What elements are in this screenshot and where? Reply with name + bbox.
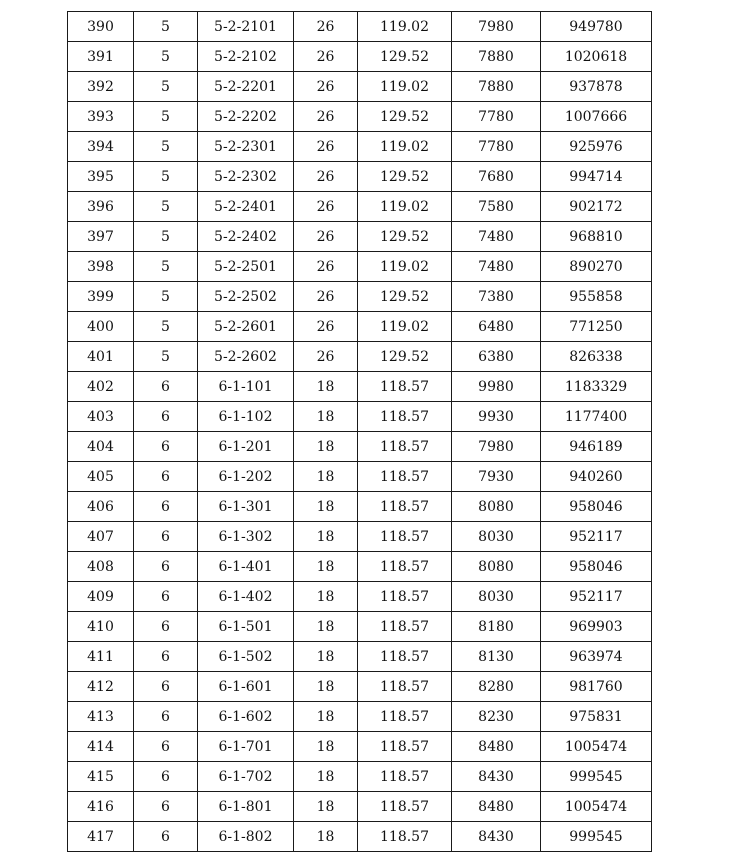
unit-code-cell: 6-1-402 xyxy=(198,582,294,612)
document-page xyxy=(67,11,651,852)
building-number-cell: 5 xyxy=(134,252,198,282)
unit-code-cell: 6-1-702 xyxy=(198,762,294,792)
building-number-cell: 5 xyxy=(134,192,198,222)
row-number-cell: 397 xyxy=(68,222,134,252)
table-row xyxy=(68,72,652,102)
total-price-cell: 958046 xyxy=(541,552,652,582)
total-floors-cell: 18 xyxy=(294,522,358,552)
building-number-cell: 5 xyxy=(134,102,198,132)
total-price-cell: 981760 xyxy=(541,672,652,702)
area-cell: 129.52 xyxy=(358,282,452,312)
building-number-cell: 5 xyxy=(134,12,198,42)
building-number-cell: 5 xyxy=(134,282,198,312)
total-price-cell: 1007666 xyxy=(541,102,652,132)
area-cell: 118.57 xyxy=(358,762,452,792)
unit-price-cell: 8480 xyxy=(452,732,541,762)
area-cell: 118.57 xyxy=(358,462,452,492)
unit-code-cell: 6-1-201 xyxy=(198,432,294,462)
total-floors-cell: 18 xyxy=(294,642,358,672)
row-number-cell: 411 xyxy=(68,642,134,672)
total-price-cell: 940260 xyxy=(541,462,652,492)
total-floors-cell: 26 xyxy=(294,12,358,42)
unit-price-cell: 7930 xyxy=(452,462,541,492)
row-number-cell: 394 xyxy=(68,132,134,162)
unit-code-cell: 5-2-2502 xyxy=(198,282,294,312)
building-number-cell: 6 xyxy=(134,552,198,582)
total-price-cell: 902172 xyxy=(541,192,652,222)
table-row xyxy=(68,822,652,852)
row-number-cell: 413 xyxy=(68,702,134,732)
area-cell: 129.52 xyxy=(358,222,452,252)
unit-price-cell: 8230 xyxy=(452,702,541,732)
unit-price-cell: 8480 xyxy=(452,792,541,822)
unit-code-cell: 6-1-601 xyxy=(198,672,294,702)
table-row xyxy=(68,222,652,252)
building-number-cell: 6 xyxy=(134,462,198,492)
unit-code-cell: 6-1-802 xyxy=(198,822,294,852)
building-number-cell: 6 xyxy=(134,582,198,612)
row-number-cell: 407 xyxy=(68,522,134,552)
row-number-cell: 409 xyxy=(68,582,134,612)
table-row xyxy=(68,372,652,402)
unit-code-cell: 5-2-2601 xyxy=(198,312,294,342)
table-row xyxy=(68,492,652,522)
unit-price-cell: 8280 xyxy=(452,672,541,702)
row-number-cell: 406 xyxy=(68,492,134,522)
total-floors-cell: 18 xyxy=(294,612,358,642)
building-number-cell: 5 xyxy=(134,42,198,72)
row-number-cell: 415 xyxy=(68,762,134,792)
total-price-cell: 1020618 xyxy=(541,42,652,72)
unit-code-cell: 6-1-502 xyxy=(198,642,294,672)
total-floors-cell: 18 xyxy=(294,702,358,732)
unit-price-cell: 7480 xyxy=(452,252,541,282)
table-row xyxy=(68,102,652,132)
total-floors-cell: 26 xyxy=(294,72,358,102)
unit-price-cell: 7980 xyxy=(452,432,541,462)
building-number-cell: 5 xyxy=(134,312,198,342)
unit-price-cell: 7980 xyxy=(452,12,541,42)
unit-code-cell: 5-2-2302 xyxy=(198,162,294,192)
total-price-cell: 968810 xyxy=(541,222,652,252)
row-number-cell: 392 xyxy=(68,72,134,102)
total-price-cell: 958046 xyxy=(541,492,652,522)
table-row xyxy=(68,162,652,192)
unit-code-cell: 6-1-301 xyxy=(198,492,294,522)
total-floors-cell: 18 xyxy=(294,552,358,582)
row-number-cell: 400 xyxy=(68,312,134,342)
building-number-cell: 5 xyxy=(134,132,198,162)
building-number-cell: 6 xyxy=(134,702,198,732)
table-row xyxy=(68,282,652,312)
table-row xyxy=(68,762,652,792)
total-floors-cell: 18 xyxy=(294,672,358,702)
unit-price-cell: 8130 xyxy=(452,642,541,672)
total-price-cell: 890270 xyxy=(541,252,652,282)
total-floors-cell: 18 xyxy=(294,822,358,852)
area-cell: 118.57 xyxy=(358,732,452,762)
building-number-cell: 6 xyxy=(134,372,198,402)
total-floors-cell: 26 xyxy=(294,252,358,282)
table-row xyxy=(68,612,652,642)
row-number-cell: 408 xyxy=(68,552,134,582)
table-row xyxy=(68,402,652,432)
row-number-cell: 396 xyxy=(68,192,134,222)
area-cell: 118.57 xyxy=(358,672,452,702)
unit-code-cell: 5-2-2402 xyxy=(198,222,294,252)
unit-price-cell: 7780 xyxy=(452,102,541,132)
total-floors-cell: 18 xyxy=(294,792,358,822)
unit-code-cell: 6-1-801 xyxy=(198,792,294,822)
total-price-cell: 952117 xyxy=(541,582,652,612)
unit-code-cell: 5-2-2501 xyxy=(198,252,294,282)
unit-code-cell: 6-1-302 xyxy=(198,522,294,552)
total-price-cell: 925976 xyxy=(541,132,652,162)
unit-code-cell: 5-2-2301 xyxy=(198,132,294,162)
total-price-cell: 1005474 xyxy=(541,792,652,822)
total-floors-cell: 26 xyxy=(294,162,358,192)
building-number-cell: 6 xyxy=(134,792,198,822)
unit-code-cell: 6-1-202 xyxy=(198,462,294,492)
total-price-cell: 946189 xyxy=(541,432,652,462)
total-floors-cell: 18 xyxy=(294,402,358,432)
row-number-cell: 417 xyxy=(68,822,134,852)
unit-price-cell: 7380 xyxy=(452,282,541,312)
building-number-cell: 6 xyxy=(134,762,198,792)
row-number-cell: 395 xyxy=(68,162,134,192)
area-cell: 119.02 xyxy=(358,132,452,162)
total-price-cell: 937878 xyxy=(541,72,652,102)
row-number-cell: 401 xyxy=(68,342,134,372)
building-number-cell: 6 xyxy=(134,402,198,432)
total-price-cell: 826338 xyxy=(541,342,652,372)
area-cell: 118.57 xyxy=(358,492,452,522)
unit-code-cell: 5-2-2101 xyxy=(198,12,294,42)
total-floors-cell: 18 xyxy=(294,432,358,462)
table-body xyxy=(68,12,652,852)
building-number-cell: 6 xyxy=(134,612,198,642)
building-number-cell: 5 xyxy=(134,342,198,372)
table-row xyxy=(68,522,652,552)
total-floors-cell: 18 xyxy=(294,582,358,612)
table-row xyxy=(68,312,652,342)
total-price-cell: 1177400 xyxy=(541,402,652,432)
unit-price-cell: 8080 xyxy=(452,492,541,522)
area-cell: 119.02 xyxy=(358,252,452,282)
total-price-cell: 963974 xyxy=(541,642,652,672)
total-price-cell: 969903 xyxy=(541,612,652,642)
area-cell: 118.57 xyxy=(358,402,452,432)
total-floors-cell: 26 xyxy=(294,102,358,132)
unit-code-cell: 5-2-2102 xyxy=(198,42,294,72)
row-number-cell: 404 xyxy=(68,432,134,462)
table-row xyxy=(68,732,652,762)
area-cell: 118.57 xyxy=(358,522,452,552)
area-cell: 119.02 xyxy=(358,192,452,222)
unit-price-cell: 8080 xyxy=(452,552,541,582)
total-price-cell: 975831 xyxy=(541,702,652,732)
row-number-cell: 412 xyxy=(68,672,134,702)
area-cell: 119.02 xyxy=(358,72,452,102)
building-number-cell: 6 xyxy=(134,732,198,762)
building-number-cell: 6 xyxy=(134,492,198,522)
unit-code-cell: 6-1-701 xyxy=(198,732,294,762)
row-number-cell: 414 xyxy=(68,732,134,762)
table-row xyxy=(68,582,652,612)
total-price-cell: 949780 xyxy=(541,12,652,42)
unit-price-cell: 8180 xyxy=(452,612,541,642)
table-row xyxy=(68,672,652,702)
unit-price-cell: 7880 xyxy=(452,42,541,72)
table-row xyxy=(68,642,652,672)
area-cell: 129.52 xyxy=(358,102,452,132)
unit-price-cell: 9980 xyxy=(452,372,541,402)
unit-price-cell: 8430 xyxy=(452,822,541,852)
unit-price-cell: 8030 xyxy=(452,522,541,552)
unit-code-cell: 5-2-2201 xyxy=(198,72,294,102)
unit-price-cell: 6380 xyxy=(452,342,541,372)
row-number-cell: 402 xyxy=(68,372,134,402)
unit-code-cell: 6-1-101 xyxy=(198,372,294,402)
area-cell: 129.52 xyxy=(358,42,452,72)
row-number-cell: 398 xyxy=(68,252,134,282)
total-floors-cell: 26 xyxy=(294,312,358,342)
total-floors-cell: 26 xyxy=(294,42,358,72)
row-number-cell: 403 xyxy=(68,402,134,432)
table-row xyxy=(68,42,652,72)
unit-code-cell: 5-2-2202 xyxy=(198,102,294,132)
table-row xyxy=(68,702,652,732)
total-price-cell: 955858 xyxy=(541,282,652,312)
area-cell: 118.57 xyxy=(358,552,452,582)
total-floors-cell: 26 xyxy=(294,342,358,372)
area-cell: 118.57 xyxy=(358,702,452,732)
table-row xyxy=(68,192,652,222)
unit-price-cell: 7680 xyxy=(452,162,541,192)
building-number-cell: 5 xyxy=(134,162,198,192)
total-floors-cell: 18 xyxy=(294,462,358,492)
row-number-cell: 410 xyxy=(68,612,134,642)
total-price-cell: 994714 xyxy=(541,162,652,192)
area-cell: 118.57 xyxy=(358,612,452,642)
row-number-cell: 390 xyxy=(68,12,134,42)
unit-price-cell: 7780 xyxy=(452,132,541,162)
total-price-cell: 999545 xyxy=(541,822,652,852)
total-floors-cell: 18 xyxy=(294,732,358,762)
row-number-cell: 393 xyxy=(68,102,134,132)
building-number-cell: 6 xyxy=(134,672,198,702)
area-cell: 129.52 xyxy=(358,342,452,372)
area-cell: 118.57 xyxy=(358,582,452,612)
unit-price-table xyxy=(67,11,652,852)
area-cell: 119.02 xyxy=(358,12,452,42)
building-number-cell: 6 xyxy=(134,822,198,852)
unit-code-cell: 5-2-2401 xyxy=(198,192,294,222)
unit-price-cell: 8430 xyxy=(452,762,541,792)
area-cell: 129.52 xyxy=(358,162,452,192)
total-price-cell: 1005474 xyxy=(541,732,652,762)
area-cell: 118.57 xyxy=(358,432,452,462)
area-cell: 119.02 xyxy=(358,312,452,342)
table-row xyxy=(68,132,652,162)
total-floors-cell: 26 xyxy=(294,132,358,162)
building-number-cell: 6 xyxy=(134,432,198,462)
row-number-cell: 416 xyxy=(68,792,134,822)
unit-price-cell: 7480 xyxy=(452,222,541,252)
total-floors-cell: 18 xyxy=(294,372,358,402)
unit-price-cell: 7880 xyxy=(452,72,541,102)
unit-price-cell: 8030 xyxy=(452,582,541,612)
total-price-cell: 999545 xyxy=(541,762,652,792)
unit-code-cell: 6-1-401 xyxy=(198,552,294,582)
total-floors-cell: 26 xyxy=(294,282,358,312)
building-number-cell: 6 xyxy=(134,522,198,552)
table-row xyxy=(68,432,652,462)
unit-code-cell: 6-1-102 xyxy=(198,402,294,432)
area-cell: 118.57 xyxy=(358,792,452,822)
unit-code-cell: 6-1-602 xyxy=(198,702,294,732)
unit-price-cell: 9930 xyxy=(452,402,541,432)
total-floors-cell: 18 xyxy=(294,492,358,522)
table-row xyxy=(68,252,652,282)
total-price-cell: 1183329 xyxy=(541,372,652,402)
total-price-cell: 952117 xyxy=(541,522,652,552)
building-number-cell: 5 xyxy=(134,72,198,102)
total-floors-cell: 26 xyxy=(294,222,358,252)
total-floors-cell: 18 xyxy=(294,762,358,792)
unit-price-cell: 7580 xyxy=(452,192,541,222)
table-row xyxy=(68,462,652,492)
area-cell: 118.57 xyxy=(358,372,452,402)
unit-code-cell: 5-2-2602 xyxy=(198,342,294,372)
table-row xyxy=(68,342,652,372)
row-number-cell: 399 xyxy=(68,282,134,312)
area-cell: 118.57 xyxy=(358,642,452,672)
total-floors-cell: 26 xyxy=(294,192,358,222)
table-row xyxy=(68,552,652,582)
building-number-cell: 6 xyxy=(134,642,198,672)
total-price-cell: 771250 xyxy=(541,312,652,342)
area-cell: 118.57 xyxy=(358,822,452,852)
row-number-cell: 391 xyxy=(68,42,134,72)
table-row xyxy=(68,12,652,42)
unit-code-cell: 6-1-501 xyxy=(198,612,294,642)
table-row xyxy=(68,792,652,822)
row-number-cell: 405 xyxy=(68,462,134,492)
unit-price-cell: 6480 xyxy=(452,312,541,342)
building-number-cell: 5 xyxy=(134,222,198,252)
